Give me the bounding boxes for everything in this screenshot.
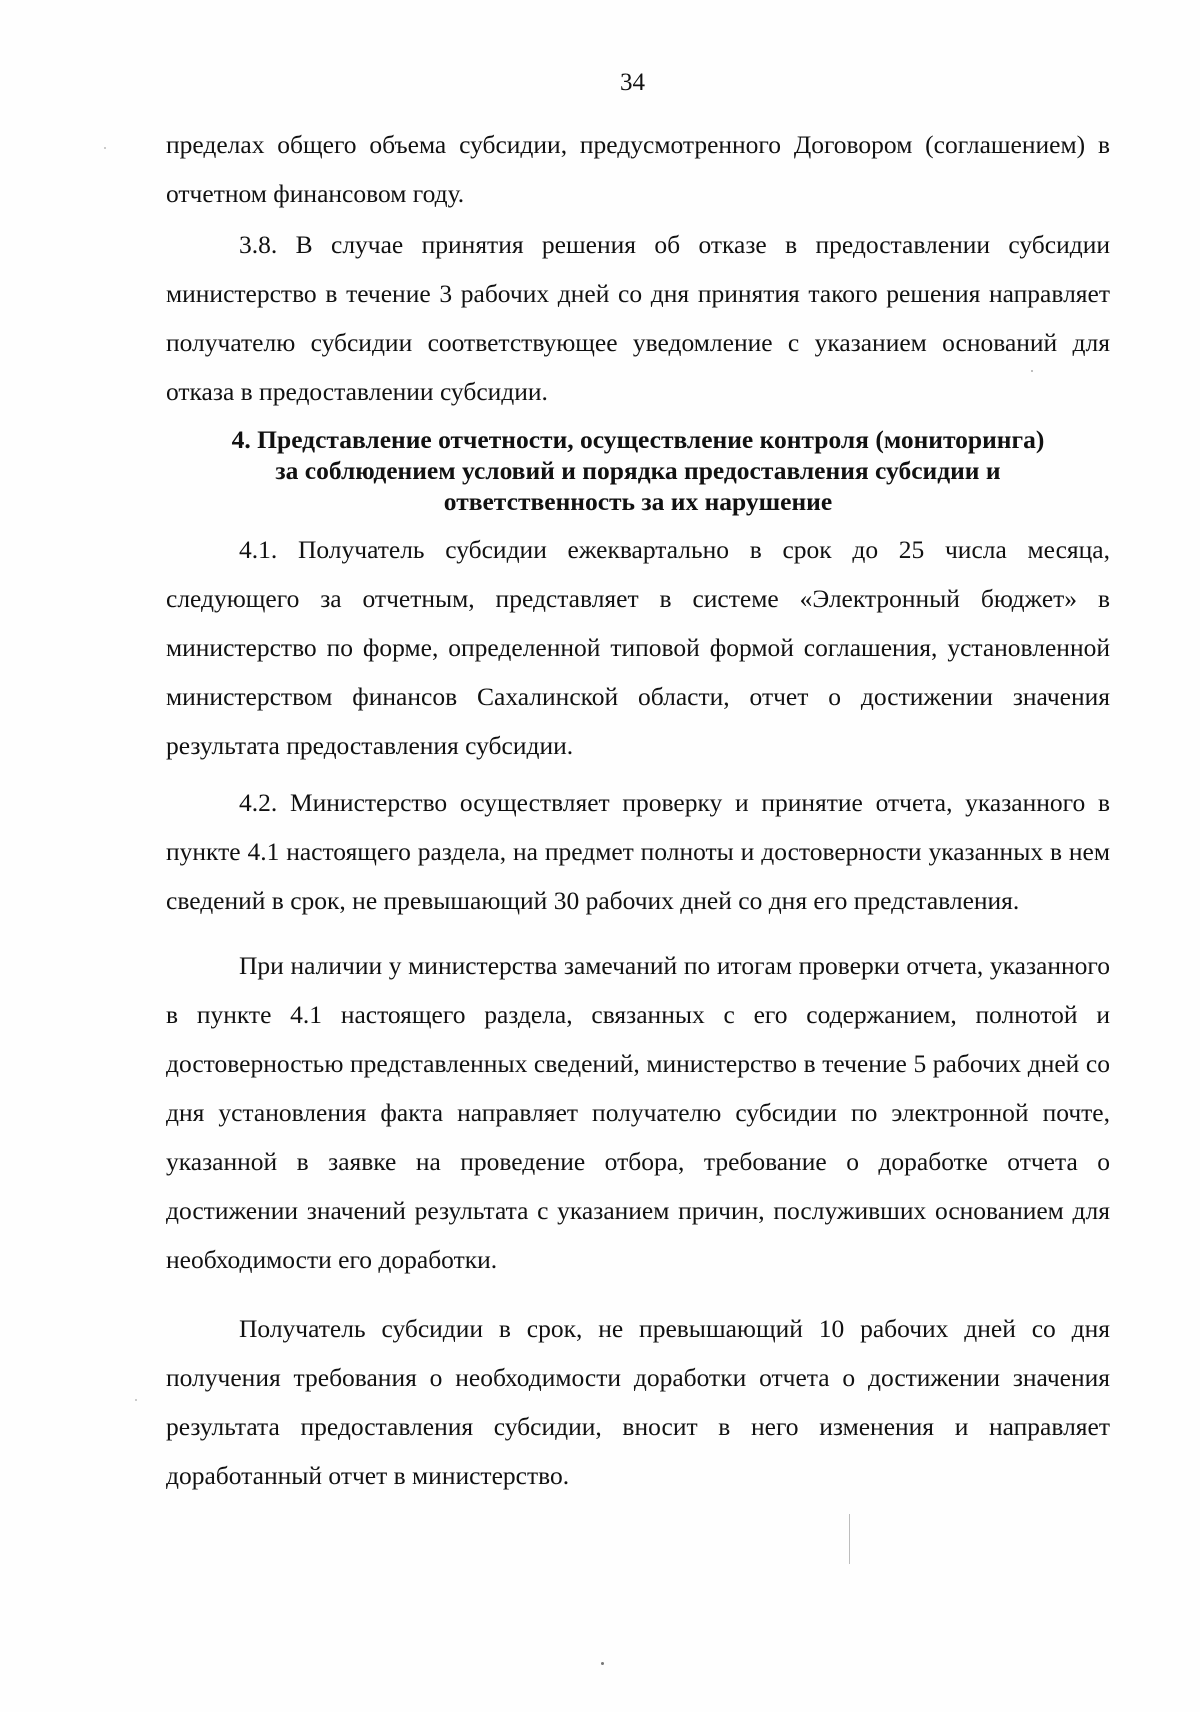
- section-4-heading: [166, 424, 1110, 517]
- scan-speck: [135, 1399, 137, 1401]
- paragraph-4-1: 4.1. Получатель субсидии ежеквартально в срок до 25 числа месяца, следующего за отчетным, представляет в системе «Электронный бюджет» в министерство по форме, определенной типовой формой соглашения, установленной министерством финансов Сахалинской области, отчет о достижении значения результата предоставления субсидии.: [166, 535, 1110, 760]
- scan-speck: [1031, 370, 1033, 372]
- scan-artifact-line: [849, 1514, 850, 1564]
- paragraph-3-8: 3.8. В случае принятия решения об отказе в предоставлении субсидии министерство в течение 3 рабочих дней со дня принятия такого решения направляет получателю субсидии соответствующее уведомление с указанием оснований для отказа в предоставлении субсидии.: [166, 230, 1110, 406]
- scan-speck: [601, 1662, 604, 1665]
- document-body: [166, 120, 1110, 1500]
- section-4-heading-line-3: ответственность за их нарушение: [443, 487, 833, 516]
- section-4-heading-line-2: за соблюдением условий и порядка предоставления субсидии и: [275, 456, 1001, 485]
- paragraph-continuation: пределах общего объема субсидии, предусмотренного Договором (соглашением) в отчетном финансовом году.: [166, 130, 1110, 208]
- page-number: 34: [620, 69, 645, 96]
- paragraph-revision: Получатель субсидии в срок, не превышающий 10 рабочих дней со дня получения требования о необходимости доработки отчета о достижении значения результата предоставления субсидии, вносит в него изменения и направляет доработанный отчет в министерство.: [166, 1314, 1110, 1490]
- paragraph-remarks: При наличии у министерства замечаний по итогам проверки отчета, указанного в пункте 4.1 настоящего раздела, связанных с его содержанием, полнотой и достоверностью представленных сведений, министерство в течение 5 рабочих дней со дня установления факта направляет получателю субсидии по электронной почте, указанной в заявке на проведение отбора, требование о доработке отчета о достижении значений результата с указанием причин, послуживших основанием для необходимости его доработки.: [166, 951, 1110, 1274]
- paragraph-4-2: 4.2. Министерство осуществляет проверку и принятие отчета, указанного в пункте 4.1 настоящего раздела, на предмет полноты и достоверности указанных в нем сведений в срок, не превышающий 30 рабочих дней со дня его представления.: [166, 788, 1110, 915]
- section-4-heading-line-1: 4. Представление отчетности, осуществление контроля (мониторинга): [231, 425, 1045, 454]
- scan-speck: [104, 147, 106, 149]
